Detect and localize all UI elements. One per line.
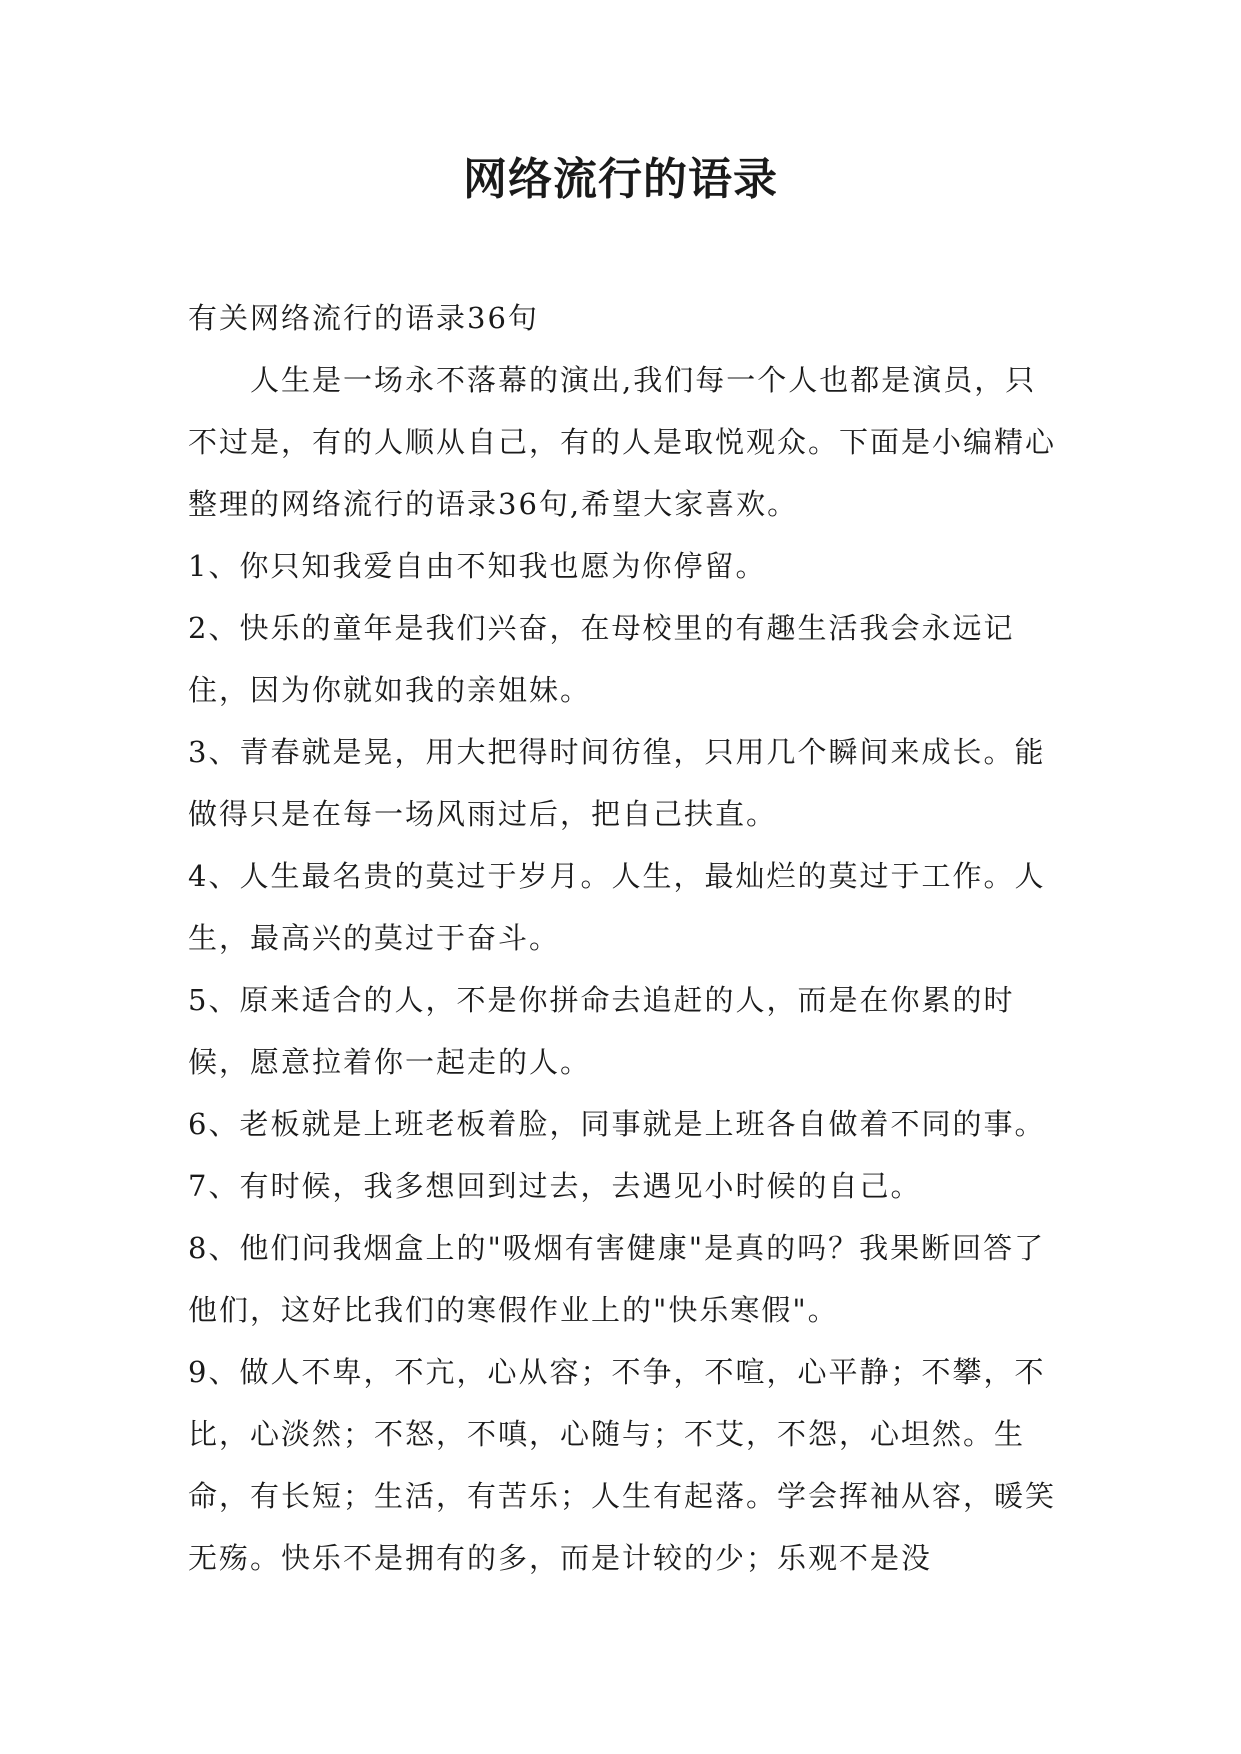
quote-item: 6、老板就是上班老板着脸，同事就是上班各自做着不同的事。 [188,1107,1046,1141]
document-subtitle: 有关网络流行的语录36句 [188,301,539,335]
quote-item: 2、快乐的童年是我们兴奋，在母校里的有趣生活我会永远记住，因为你就如我的亲姐妹。 [188,611,1015,707]
quote-item: 7、有时候，我多想回到过去，去遇见小时候的自己。 [188,1169,922,1203]
document-title: 网络流行的语录 [463,154,778,205]
intro-paragraph: 人生是一场永不落幕的演出,我们每一个人也都是演员，只不过是，有的人顺从自己，有的人是取悦观众。下面是小编精心整理的网络流行的语录36句,希望大家喜欢。 [188,363,1057,521]
document-body [188,287,1058,1589]
quote-item: 8、他们问我烟盒上的"吸烟有害健康"是真的吗？我果断回答了他们，这好比我们的寒假作业上的"快乐寒假"。 [188,1231,1046,1327]
quote-item: 9、做人不卑，不亢，心从容；不争，不喧，心平静；不攀，不比，心淡然；不怒，不嗔，心随与；不艾，不怨，心坦然。生命，有长短；生活，有苦乐；人生有起落。学会挥袖从容，暖笑无殇。快乐不是拥有的多，而是计较的少；乐观不是没 [188,1355,1057,1575]
quote-item: 1、你只知我爱自由不知我也愿为你停留。 [188,549,767,583]
quote-item: 5、原来适合的人，不是你拼命去追赶的人，而是在你累的时候，愿意拉着你一起走的人。 [188,983,1015,1079]
quote-item: 4、人生最名贵的莫过于岁月。人生，最灿烂的莫过于工作。人生，最高兴的莫过于奋斗。 [188,859,1046,955]
quote-item: 3、青春就是晃，用大把得时间彷徨，只用几个瞬间来成长。能做得只是在每一场风雨过后，把自己扶直。 [188,735,1046,831]
